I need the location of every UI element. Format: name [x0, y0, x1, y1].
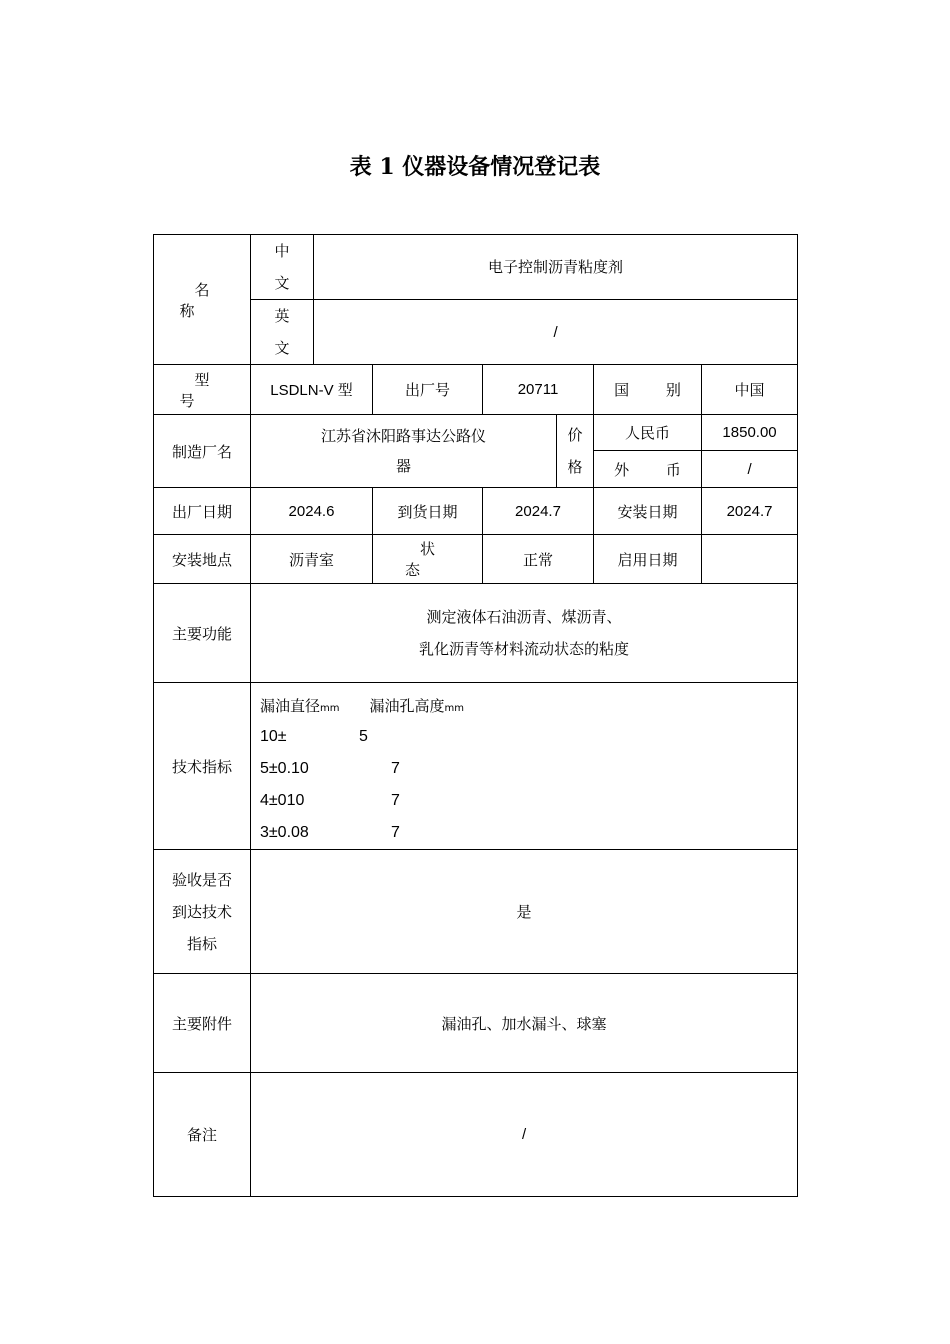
- tech-spec-row: 5±0.10 7: [260, 760, 400, 777]
- tech-spec-label: 技术指标: [154, 683, 251, 850]
- location-label: 安装地点: [154, 535, 251, 584]
- foreign-currency-value: /: [702, 451, 798, 488]
- chinese-name-label: 中 文: [251, 235, 314, 300]
- rmb-value: 1850.00: [702, 415, 798, 451]
- country-label: 国 别: [594, 365, 702, 415]
- function-value: 测定液体石油沥青、煤沥青、 乳化沥青等材料流动状态的粘度: [251, 584, 798, 683]
- enable-date-label: 启用日期: [594, 535, 702, 584]
- install-date-value: 2024.7: [702, 488, 798, 535]
- arrival-date-value: 2024.7: [483, 488, 594, 535]
- acceptance-label: 验收是否 到达技术 指标: [154, 850, 251, 974]
- location-value: 沥青室: [251, 535, 373, 584]
- factory-date-label: 出厂日期: [154, 488, 251, 535]
- factory-date-value: 2024.6: [251, 488, 373, 535]
- function-label: 主要功能: [154, 584, 251, 683]
- price-label: 价 格: [557, 415, 594, 488]
- country-value: 中国: [702, 365, 798, 415]
- acceptance-value: 是: [251, 850, 798, 974]
- install-date-label: 安装日期: [594, 488, 702, 535]
- tech-spec-row: 10± 5: [260, 728, 368, 745]
- remarks-label: 备注: [154, 1073, 251, 1197]
- chinese-name-value: 电子控制沥青粘度剂: [314, 235, 798, 300]
- tech-spec-header: 漏油直径mm 漏油孔高度mm: [260, 697, 464, 715]
- tech-spec-row: 3±0.08 7: [260, 824, 400, 841]
- enable-date-value: [702, 535, 798, 584]
- model-label: 型 号: [154, 365, 251, 415]
- english-name-label: 英 文: [251, 300, 314, 365]
- tech-spec-row: 4±010 7: [260, 792, 400, 809]
- remarks-value: /: [251, 1073, 798, 1197]
- model-value: LSDLN-V 型: [251, 365, 373, 415]
- equipment-register-table: [153, 234, 798, 1197]
- english-name-value: /: [314, 300, 798, 365]
- foreign-currency-label: 外 币: [594, 451, 702, 488]
- document-title: 表 1 仪器设备情况登记表: [349, 154, 601, 180]
- status-value: 正常: [483, 535, 594, 584]
- tech-spec-value: [251, 683, 798, 850]
- accessories-value: 漏油孔、加水漏斗、球塞: [251, 974, 798, 1073]
- accessories-label: 主要附件: [154, 974, 251, 1073]
- manufacturer-label: 制造厂名: [154, 415, 251, 488]
- name-label: 名 称: [154, 235, 251, 365]
- status-label: 状 态: [373, 535, 483, 584]
- rmb-label: 人民币: [594, 415, 702, 451]
- manufacturer-value: 江苏省沐阳路事达公路仪 器: [251, 415, 557, 488]
- serial-value: 20711: [483, 365, 594, 415]
- serial-label: 出厂号: [373, 365, 483, 415]
- arrival-date-label: 到货日期: [373, 488, 483, 535]
